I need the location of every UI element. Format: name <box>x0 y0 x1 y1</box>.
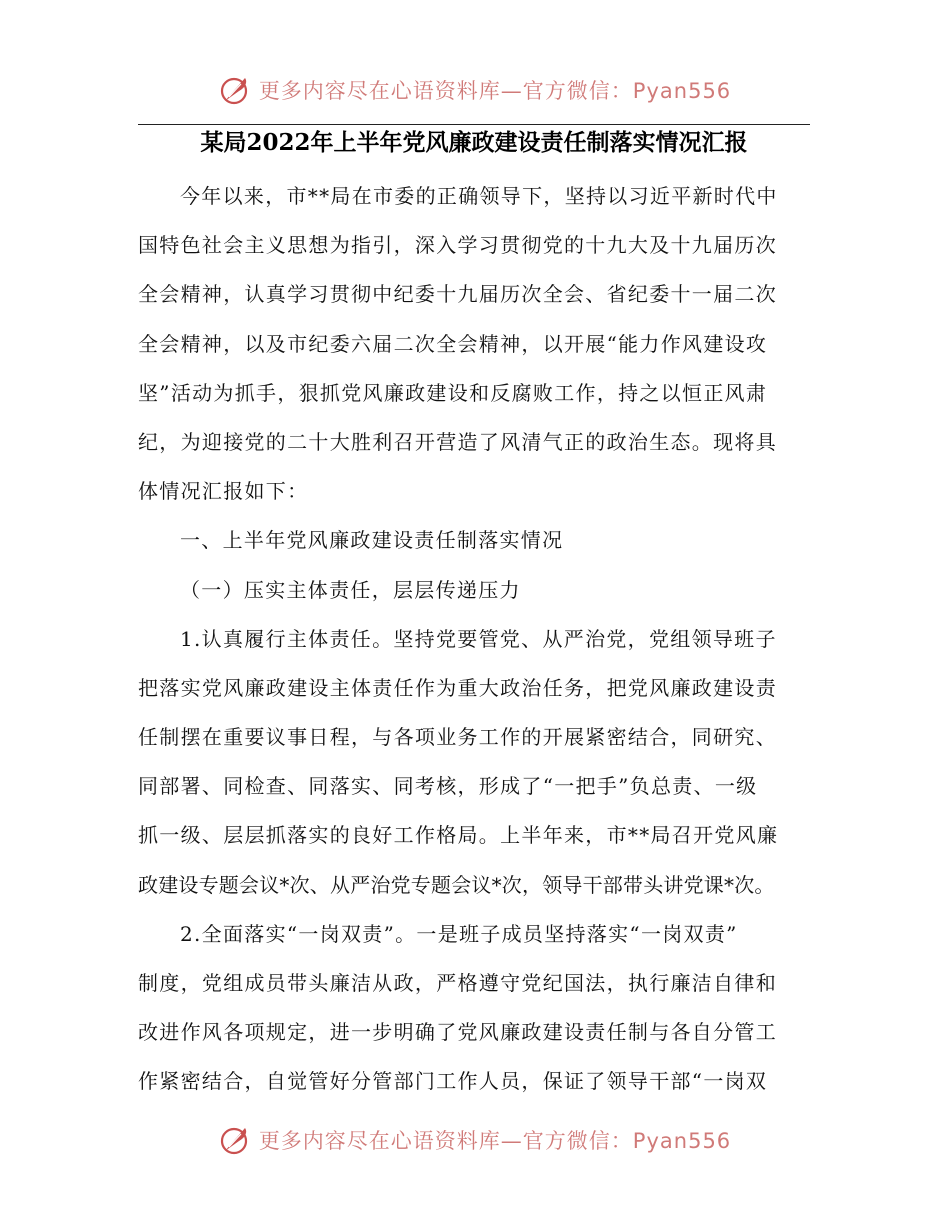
document-title: 某局2022年上半年党风廉政建设责任制落实情况汇报 <box>200 129 748 156</box>
paragraph-line: 同部署、同检查、同落实、同考核，形成了“一把手”负总责、一级 <box>138 774 758 799</box>
header-watermark <box>0 70 950 110</box>
section-heading: 一、上半年党风廉政建设责任制落实情况 <box>180 528 564 553</box>
quill-logo-icon <box>219 73 253 107</box>
paragraph-line: 把落实党风廉政建设主体责任作为重大政治任务，把党风廉政建设责 <box>138 675 777 700</box>
paragraph-line: 2.全面落实“一岗双责”。一是班子成员坚持落实“一岗双责” <box>180 921 738 946</box>
watermark-text: 更多内容尽在心语资料库—官方微信：Pyan556 <box>258 79 732 103</box>
subsection-heading: （一）压实主体责任，层层传递压力 <box>180 577 521 602</box>
paragraph-line: 任制摆在重要议事日程，与各项业务工作的开展紧密结合，同研究、 <box>138 725 777 750</box>
paragraph-line: 作紧密结合，自觉管好分管部门工作人员，保证了领导干部“一岗双 <box>138 1069 768 1094</box>
paragraph-line: 国特色社会主义思想为指引，深入学习贯彻党的十九大及十九届历次 <box>138 233 777 258</box>
paragraph-line: 制度，党组成员带头廉洁从政，严格遵守党纪国法，执行廉洁自律和 <box>138 971 777 995</box>
paragraph-line: 坚”活动为抓手，狠抓党风廉政建设和反腐败工作，持之以恒正风肃 <box>138 380 768 405</box>
watermark-text: 更多内容尽在心语资料库—官方微信：Pyan556 <box>258 1129 732 1153</box>
paragraph-line: 政建设专题会议*次、从严治党专题会议*次，领导干部带头讲党课*次。 <box>138 872 775 897</box>
paragraph-line: 体情况汇报如下： <box>138 479 309 504</box>
paragraph-line: 抓一级、层层抓落实的良好工作格局。上半年来，市**局召开党风廉 <box>138 823 779 848</box>
paragraph-line: 今年以来，市**局在市委的正确领导下，坚持以习近平新时代中 <box>180 184 778 208</box>
footer-watermark <box>0 1120 950 1160</box>
paragraph-line: 纪，为迎接党的二十大胜利召开营造了风清气正的政治生态。现将具 <box>138 429 777 454</box>
paragraph-line: 全会精神，认真学习贯彻中纪委十九届历次全会、省纪委十一届二次 <box>138 282 777 307</box>
paragraph-line: 1.认真履行主体责任。坚持党要管党、从严治党，党组领导班子 <box>180 626 777 651</box>
header-rule <box>138 124 810 125</box>
quill-logo-icon <box>219 1123 253 1157</box>
document-body <box>138 172 828 1107</box>
paragraph-line: 改进作风各项规定，进一步明确了党风廉政建设责任制与各自分管工 <box>138 1020 777 1045</box>
paragraph-line: 全会精神，以及市纪委六届二次全会精神，以开展“能力作风建设攻 <box>138 331 768 356</box>
